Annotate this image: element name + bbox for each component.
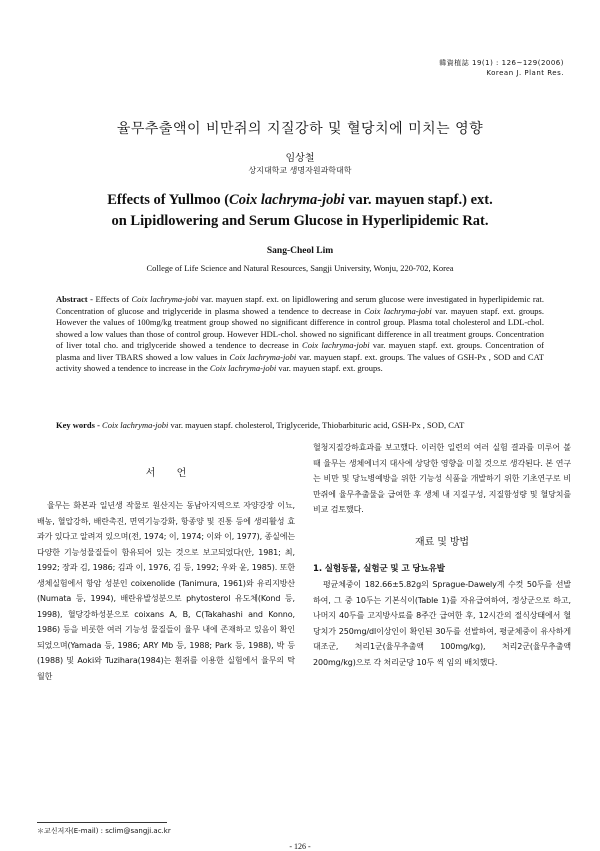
subsection-heading-animals: 1. 실험동물, 실험군 및 고 당뇨유발 xyxy=(313,563,445,574)
abstract-species: Coix lachryma-jobi xyxy=(302,340,370,350)
title-korean: 율무추출액이 비만쥐의 지질강하 및 혈당치에 미치는 영향 xyxy=(116,121,484,137)
keywords-text: var. mayuen stapf. cholesterol, Triglyceride, Thiobarbituric acid, GSH-Px , SOD, CAT xyxy=(168,420,465,430)
abstract-text: var. mayuen stapf. ext. on lipidlowering and serum glucose were investigated in hyperlipidemic rat. Concentration of glucose and triglyceride in plasma showed a tendence to decrease in xyxy=(56,294,545,316)
abstract xyxy=(56,294,544,375)
abstract-species: Coix lachryma-jobi xyxy=(229,351,297,362)
abstract-species: Coix lachryma-jobi xyxy=(209,363,277,373)
methods-paragraph-1: 평균체중이 182.66±5.82g의 Sprague-Dawely계 수컷 50두를 선발하여, 그 중 10두는 기본식이(Table 1)를 자유급여하여, 정상군으로 하고, 나머지 40두를 고지방사료를 8주간 급여한 후, 12시간의 절식상태에서 혈당치가 250mg/dl이상인이 확인된 30두를 선발하여, 평균체중이 유사하게 대조군, 처리1군(율무추출액 100mg/kg), 처리2군(율무추출액 200mg/kg)으로 각 처리군당 10두 씩 임의 배치했다. xyxy=(313,580,571,667)
title-line-1 xyxy=(0,190,600,211)
abstract-text: var. mayuen stapf. ext. groups. xyxy=(276,363,383,373)
journal-citation: 韓資植誌 19(1) : 126~129(2006) xyxy=(439,59,564,67)
abstract-text: var. mayuen stapf. ext. groups. Concentration of plasma and liver TBARS showed a low values in xyxy=(56,340,544,362)
author-english: Sang-Cheol Lim xyxy=(266,246,334,256)
keywords-label: Key words - xyxy=(56,420,100,430)
keywords-species: Coix lachryma-jobi xyxy=(102,420,169,430)
body-column-right xyxy=(313,440,571,670)
intro-paragraph-2: 혈청지질강하효과를 보고했다. 이러한 일련의 여러 실험 결과를 미루어 볼 때 율무는 생체에너지 대사에 상당한 영향을 미칠 것으로 생각된다. 본 연구는 비만 및 당뇨병예방을 위한 기능성 식품을 개발하기 위한 기초연구로 비만쥐에 율무추출물을 급여한 후 생체 내 지질구성, 지질함성량 및 혈당치를 비교 검토했다. xyxy=(313,443,571,514)
affiliation-korean: 상지대학교 생명자원과학대학 xyxy=(248,166,352,175)
title-line-2: on Lipidlowering and Serum Glucose in Hyperlipidemic Rat. xyxy=(111,213,489,229)
journal-header xyxy=(439,58,564,78)
abstract-text: var. mayuen stapf. ext. groups. However the values of 100mg/kg treatment group showed no significant difference in control group. Plasma total cholesterol and LDL-chol. showed a low values than those of control group. However HDL-chol. showed no significant difference in all treatment groups. Concentration of liver total cho. and triglyceride showed a tendence to decrease in xyxy=(56,305,544,350)
journal-name: Korean J. Plant Res. xyxy=(486,69,564,77)
section-heading-methods: 재료 및 방법 xyxy=(415,536,469,548)
body-column-left xyxy=(37,498,295,684)
section-heading-introduction: 서 언 xyxy=(145,468,187,479)
author-korean: 임상철 xyxy=(285,153,315,164)
title-suffix: var. mayuen stapf.) ext. xyxy=(344,192,493,208)
abstract-text: var. mayuen stapf. ext. groups. The values of GSH-Px , SOD and CAT activity showed a tendence to increase in the xyxy=(56,351,544,373)
keywords xyxy=(56,420,544,432)
title-english xyxy=(0,190,600,232)
intro-paragraph-1: 율무는 화본과 일년생 작물로 원산지는 동남아지역으로 자양강장 이뇨, 배농, 혈압강하, 배란촉진, 면역기능강화, 항종양 및 진통 등에 생리활성 효과가 있다고 알려져 있으며(전, 1974; 이, 1974; 이와 이, 1977), 종실에는 다양한 기능성물질들이 함유되어 있는 것으로 보고되었다(안, 1981; 최, 1992; 장과 김, 1986; 김과 이, 1976, 김 등, 1992; 우와 윤, 1985). 또한 생체실험에서 항암 성분인 coixenolide (Tanimura, 1961)와 유리지방산(Numata 등, 1994), 배란유발성분으로 phytosterol 유도체(Kond 등, 1998), 혈당강하성분으로 coixans A, B, C(Takahashi and Konno, 1986) 등을 비롯한 여러 기능성 물질들이 율무 내에 존재하고 있음이 확인되었으며(Yamada 등, 1986; ARY Mb 등, 1988; Park 등, 1988), 박 등(1988) 및 Aoki와 Tuzihara(1984)는 흰쥐를 이용한 실험에서 율무의 탁월한 xyxy=(37,501,295,681)
abstract-species: Coix lachryma-jobi xyxy=(364,305,432,316)
corresponding-author-footnote: ＊교신저자(E-mail) : sclim@sangji.ac.kr xyxy=(37,827,171,835)
title-species: Coix lachryma-jobi xyxy=(229,192,345,208)
title-prefix: Effects of Yullmoo ( xyxy=(107,192,230,208)
affiliation-english: College of Life Science and Natural Resources, Sangji University, Wonju, 220-702, Korea xyxy=(146,263,454,273)
footnote-divider xyxy=(37,822,167,823)
abstract-label: Abstract - xyxy=(56,294,93,304)
abstract-species: Coix lachryma-jobi xyxy=(131,294,199,304)
page-number: - 126 - xyxy=(289,842,311,851)
abstract-text: Effects of xyxy=(92,294,132,304)
